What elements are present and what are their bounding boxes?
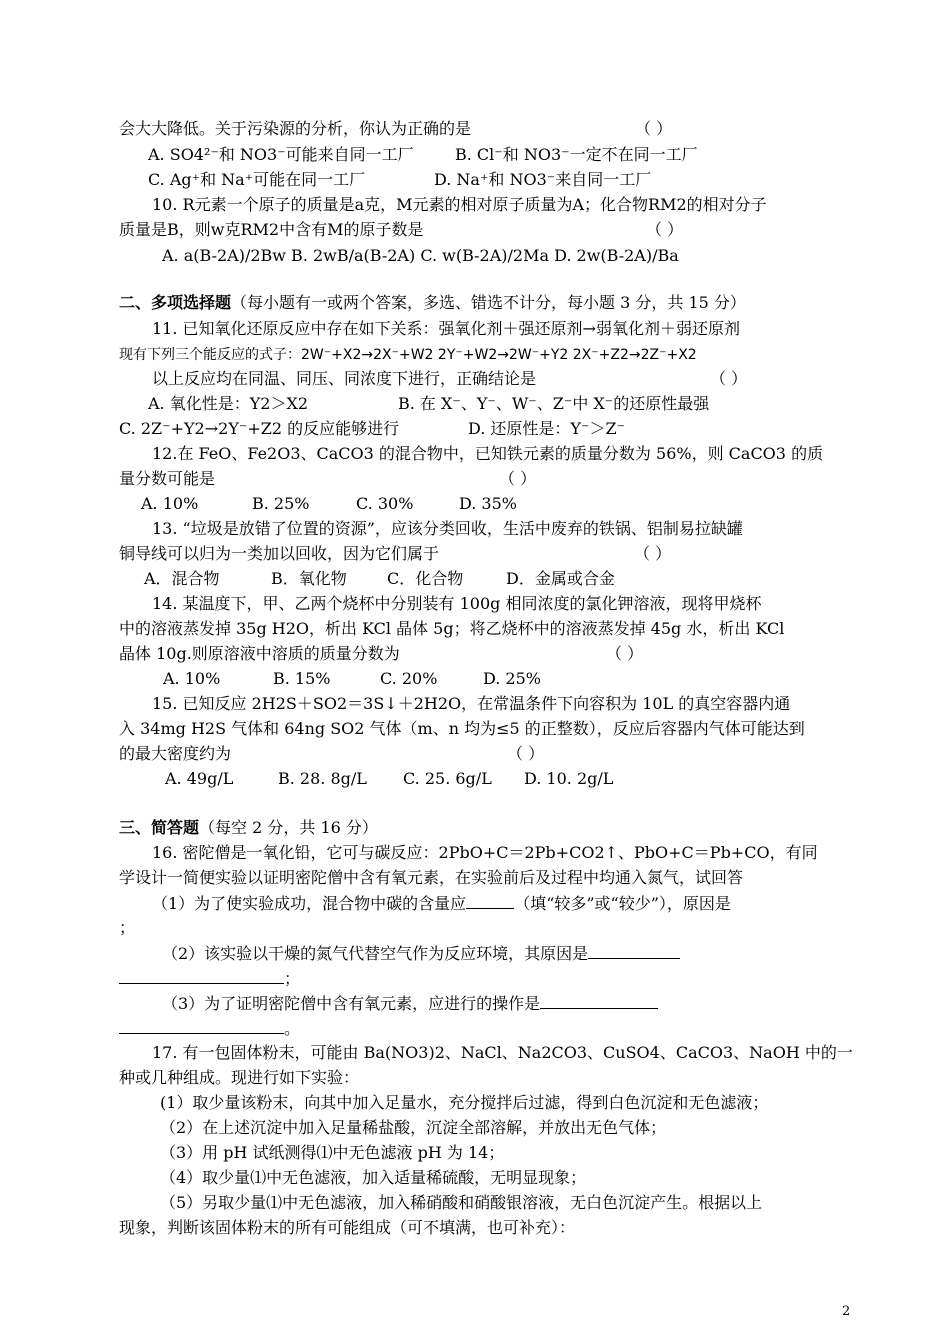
q16-part2-text: （2）该实验以干燥的氮气代替空气作为反应环境，其原因是 xyxy=(162,944,589,963)
q9-option-c: C. Ag⁺和 Na⁺可能在同一工厂 xyxy=(148,170,366,189)
q13-option-a: A．混合物 xyxy=(144,569,220,588)
q17-step4: （4）取少量⑴中无色滤液，加入适量稀硫酸，无明显现象； xyxy=(160,1168,587,1187)
q13-option-d: D．金属或合金 xyxy=(506,569,615,588)
q11-options-row2 xyxy=(119,416,854,441)
q11-line3-text: 以上反应均在同温、同压、同浓度下进行，正确结论是 xyxy=(152,369,537,388)
q13-line2-text: 铜导线可以归为一类加以回收，因为它们属于 xyxy=(119,544,440,563)
q15-option-c: C. 25. 6g/L xyxy=(403,769,492,788)
q16-part2 xyxy=(162,940,897,965)
q16-line2: 学设计一简便实验以证明密陀僧中含有氧元素，在实验前后及过程中均通入氮气，试回答 xyxy=(119,868,744,887)
q16-part3-end: 。 xyxy=(284,1019,301,1038)
q14-option-c: C. 20% xyxy=(380,669,438,688)
q9-option-a: A. SO4²⁻和 NO3⁻可能来自同一工厂 xyxy=(148,145,414,164)
q14-answer-paren: （ ） xyxy=(606,644,644,663)
q15-line1: 15. 已知反应 2H2S＋SO2＝3S↓＋2H2O，在常温条件下向容积为 10L 的真空容器内通 xyxy=(152,694,791,713)
q16-part1-end: ； xyxy=(119,918,136,937)
q9-option-d: D. Na⁺和 NO3⁻来自同一工厂 xyxy=(434,170,652,189)
q15-option-d: D. 10. 2g/L xyxy=(524,769,614,788)
q15-option-a: A. 49g/L xyxy=(165,769,234,788)
q16-blank1[interactable] xyxy=(466,890,514,909)
q12-option-a: A. 10% xyxy=(141,494,199,513)
q12-option-d: D. 35% xyxy=(459,494,517,513)
q10-line2-text: 质量是B，则w克RM2中含有M的原子数是 xyxy=(119,220,424,239)
q17-step5: （5）另取少量⑴中无色滤液，加入稀硝酸和硝酸银溶液，无白色沉淀产生。根据以上 xyxy=(160,1193,763,1212)
q16-part2-end: ； xyxy=(284,969,301,988)
q9-option-b: B. Cl⁻和 NO3⁻一定不在同一工厂 xyxy=(455,145,698,164)
q9-stem-text: 会大大降低。关于污染源的分析，你认为正确的是 xyxy=(119,119,472,138)
q11-option-a: A. 氧化性是：Y2＞X2 xyxy=(148,394,309,413)
q16-part1-text: （1）为了使实验成功，混合物中碳的含量应 xyxy=(152,894,467,913)
q14-line2: 中的溶液蒸发掉 35g H2O，析出 KCl 晶体 5g；将乙烧杯中的溶液蒸发掉 45g 水，析出 KCl xyxy=(119,619,785,638)
q11-line2 xyxy=(119,341,854,366)
q16-part1-tail: （填“较多”或“较少”），原因是 xyxy=(514,894,731,913)
q12-line1: 12.在 FeO、Fe2O3、CaCO3 的混合物中，已知铁元素的质量分数为 56%，则 CaCO3 的质 xyxy=(152,444,824,463)
section2-note: （每小题有一或两个答案，多选、错选不计分，每小题 3 分，共 15 分） xyxy=(231,293,746,312)
q14-line1: 14. 某温度下，甲、乙两个烧杯中分别装有 100g 相同浓度的氯化钾溶液，现将甲烧杯 xyxy=(152,594,762,613)
q14-options xyxy=(163,666,898,691)
q13-options xyxy=(144,566,879,591)
q12-line2-text: 量分数可能是 xyxy=(119,469,216,488)
q16-part3-cont xyxy=(119,1015,854,1040)
q15-line3 xyxy=(119,741,854,766)
page-number: 2 xyxy=(842,1304,851,1319)
q15-line2: 入 34mg H2S 气体和 64ng SO2 气体（m、n 均为≤5 的正整数），反应后容器内气体可能达到 xyxy=(119,719,805,738)
q12-option-c: C. 30% xyxy=(356,494,414,513)
q11-options-row1 xyxy=(148,391,883,416)
q13-line2 xyxy=(119,541,854,566)
q14-option-a: A. 10% xyxy=(163,669,221,688)
q16-part2-cont xyxy=(119,965,854,990)
q16-blank3b[interactable] xyxy=(119,1015,284,1034)
q10-answer-paren: （ ） xyxy=(646,220,684,239)
section3-title: 三、简答题 xyxy=(119,818,200,837)
q11-option-d: D. 还原性是：Y⁻＞Z⁻ xyxy=(468,419,626,438)
q11-option-b: B. 在 X⁻、Y⁻、W⁻、Z⁻中 X⁻的还原性最强 xyxy=(398,394,710,413)
q9-options-row1 xyxy=(148,142,883,167)
q11-line3 xyxy=(152,366,887,391)
q14-line3-text: 晶体 10g.则原溶液中溶质的质量分数为 xyxy=(119,644,400,663)
q11-line1: 11. 已知氧化还原反应中存在如下关系：强氧化剂＋强还原剂→弱氧化剂＋弱还原剂 xyxy=(152,319,740,338)
q15-answer-paren: （ ） xyxy=(507,744,545,763)
q17-step1: (1）取少量该粉末，向其中加入足量水，充分搅拌后过滤，得到白色沉淀和无色滤液； xyxy=(160,1093,769,1112)
q16-part1 xyxy=(152,890,887,915)
q11-reactions: 现有下列三个能反应的式子：2W⁻+X2→2X⁻+W2 2Y⁻+W2→2W⁻+Y2 2X⁻+Z2→2Z⁻+X2 xyxy=(119,347,697,363)
q14-option-d: D. 25% xyxy=(483,669,541,688)
section2-heading xyxy=(119,290,854,315)
q12-line2 xyxy=(119,466,854,491)
q16-part3-text: （3）为了证明密陀僧中含有氧元素，应进行的操作是 xyxy=(162,994,541,1013)
section2-title: 二、多项选择题 xyxy=(119,293,232,312)
q10-line1: 10. R元素一个原子的质量是a克，M元素的相对原子质量为A；化合物RM2的相对分子 xyxy=(152,195,767,214)
q11-answer-paren: （ ） xyxy=(710,369,748,388)
q13-option-b: B．氧化物 xyxy=(271,569,347,588)
section3-heading xyxy=(119,815,854,840)
q13-option-c: C．化合物 xyxy=(387,569,464,588)
q15-options xyxy=(165,766,900,791)
q14-option-b: B. 15% xyxy=(273,669,331,688)
section3-note: （每空 2 分，共 16 分） xyxy=(199,818,378,837)
q17-line1: 17. 有一包固体粉末，可能由 Ba(NO3)2、NaCl、Na2CO3、CuSO4、CaCO3、NaOH 中的一 xyxy=(152,1043,853,1062)
q11-option-c: C. 2Z⁻+Y2→2Y⁻+Z2 的反应能够进行 xyxy=(119,419,400,438)
q17-step3: （3）用 pH 试纸测得⑴中无色滤液 pH 为 14； xyxy=(160,1143,505,1162)
q16-line1: 16. 密陀僧是一氧化铅，它可与碳反应：2PbO+C＝2Pb+CO2↑、PbO+C＝Pb+CO，有同 xyxy=(152,843,818,862)
q9-options-row2 xyxy=(148,167,883,192)
q12-options xyxy=(141,491,876,516)
q16-blank2b[interactable] xyxy=(119,965,284,984)
q16-blank2a[interactable] xyxy=(588,940,680,959)
q13-line1: 13. “垃圾是放错了位置的资源”，应该分类回收，生活中废弃的铁锅、铝制易拉缺罐 xyxy=(152,519,743,538)
q17-step2: （2）在上述沉淀中加入足量稀盐酸，沉淀全部溶解，并放出无色气体； xyxy=(160,1118,667,1137)
q13-answer-paren: （ ） xyxy=(634,544,672,563)
q9-answer-paren: （ ） xyxy=(635,119,673,138)
q15-option-b: B. 28. 8g/L xyxy=(278,769,367,788)
q17-step5-cont: 现象，判断该固体粉末的所有可能组成（可不填满，也可补充）： xyxy=(119,1218,576,1237)
q17-line2: 种或几种组成。现进行如下实验： xyxy=(119,1068,360,1087)
q16-part3 xyxy=(162,990,897,1015)
q10-line2 xyxy=(119,217,854,242)
q14-line3 xyxy=(119,641,854,666)
q12-option-b: B. 25% xyxy=(252,494,310,513)
q10-options: A. a(B-2A)/2Bw B. 2wB/a(B-2A) C. w(B-2A)/2Ma D. 2w(B-2A)/Ba xyxy=(162,246,679,265)
q16-blank3a[interactable] xyxy=(540,990,658,1009)
q15-line3-text: 的最大密度约为 xyxy=(119,744,232,763)
q12-answer-paren: （ ） xyxy=(499,469,537,488)
q9-stem xyxy=(119,116,854,141)
